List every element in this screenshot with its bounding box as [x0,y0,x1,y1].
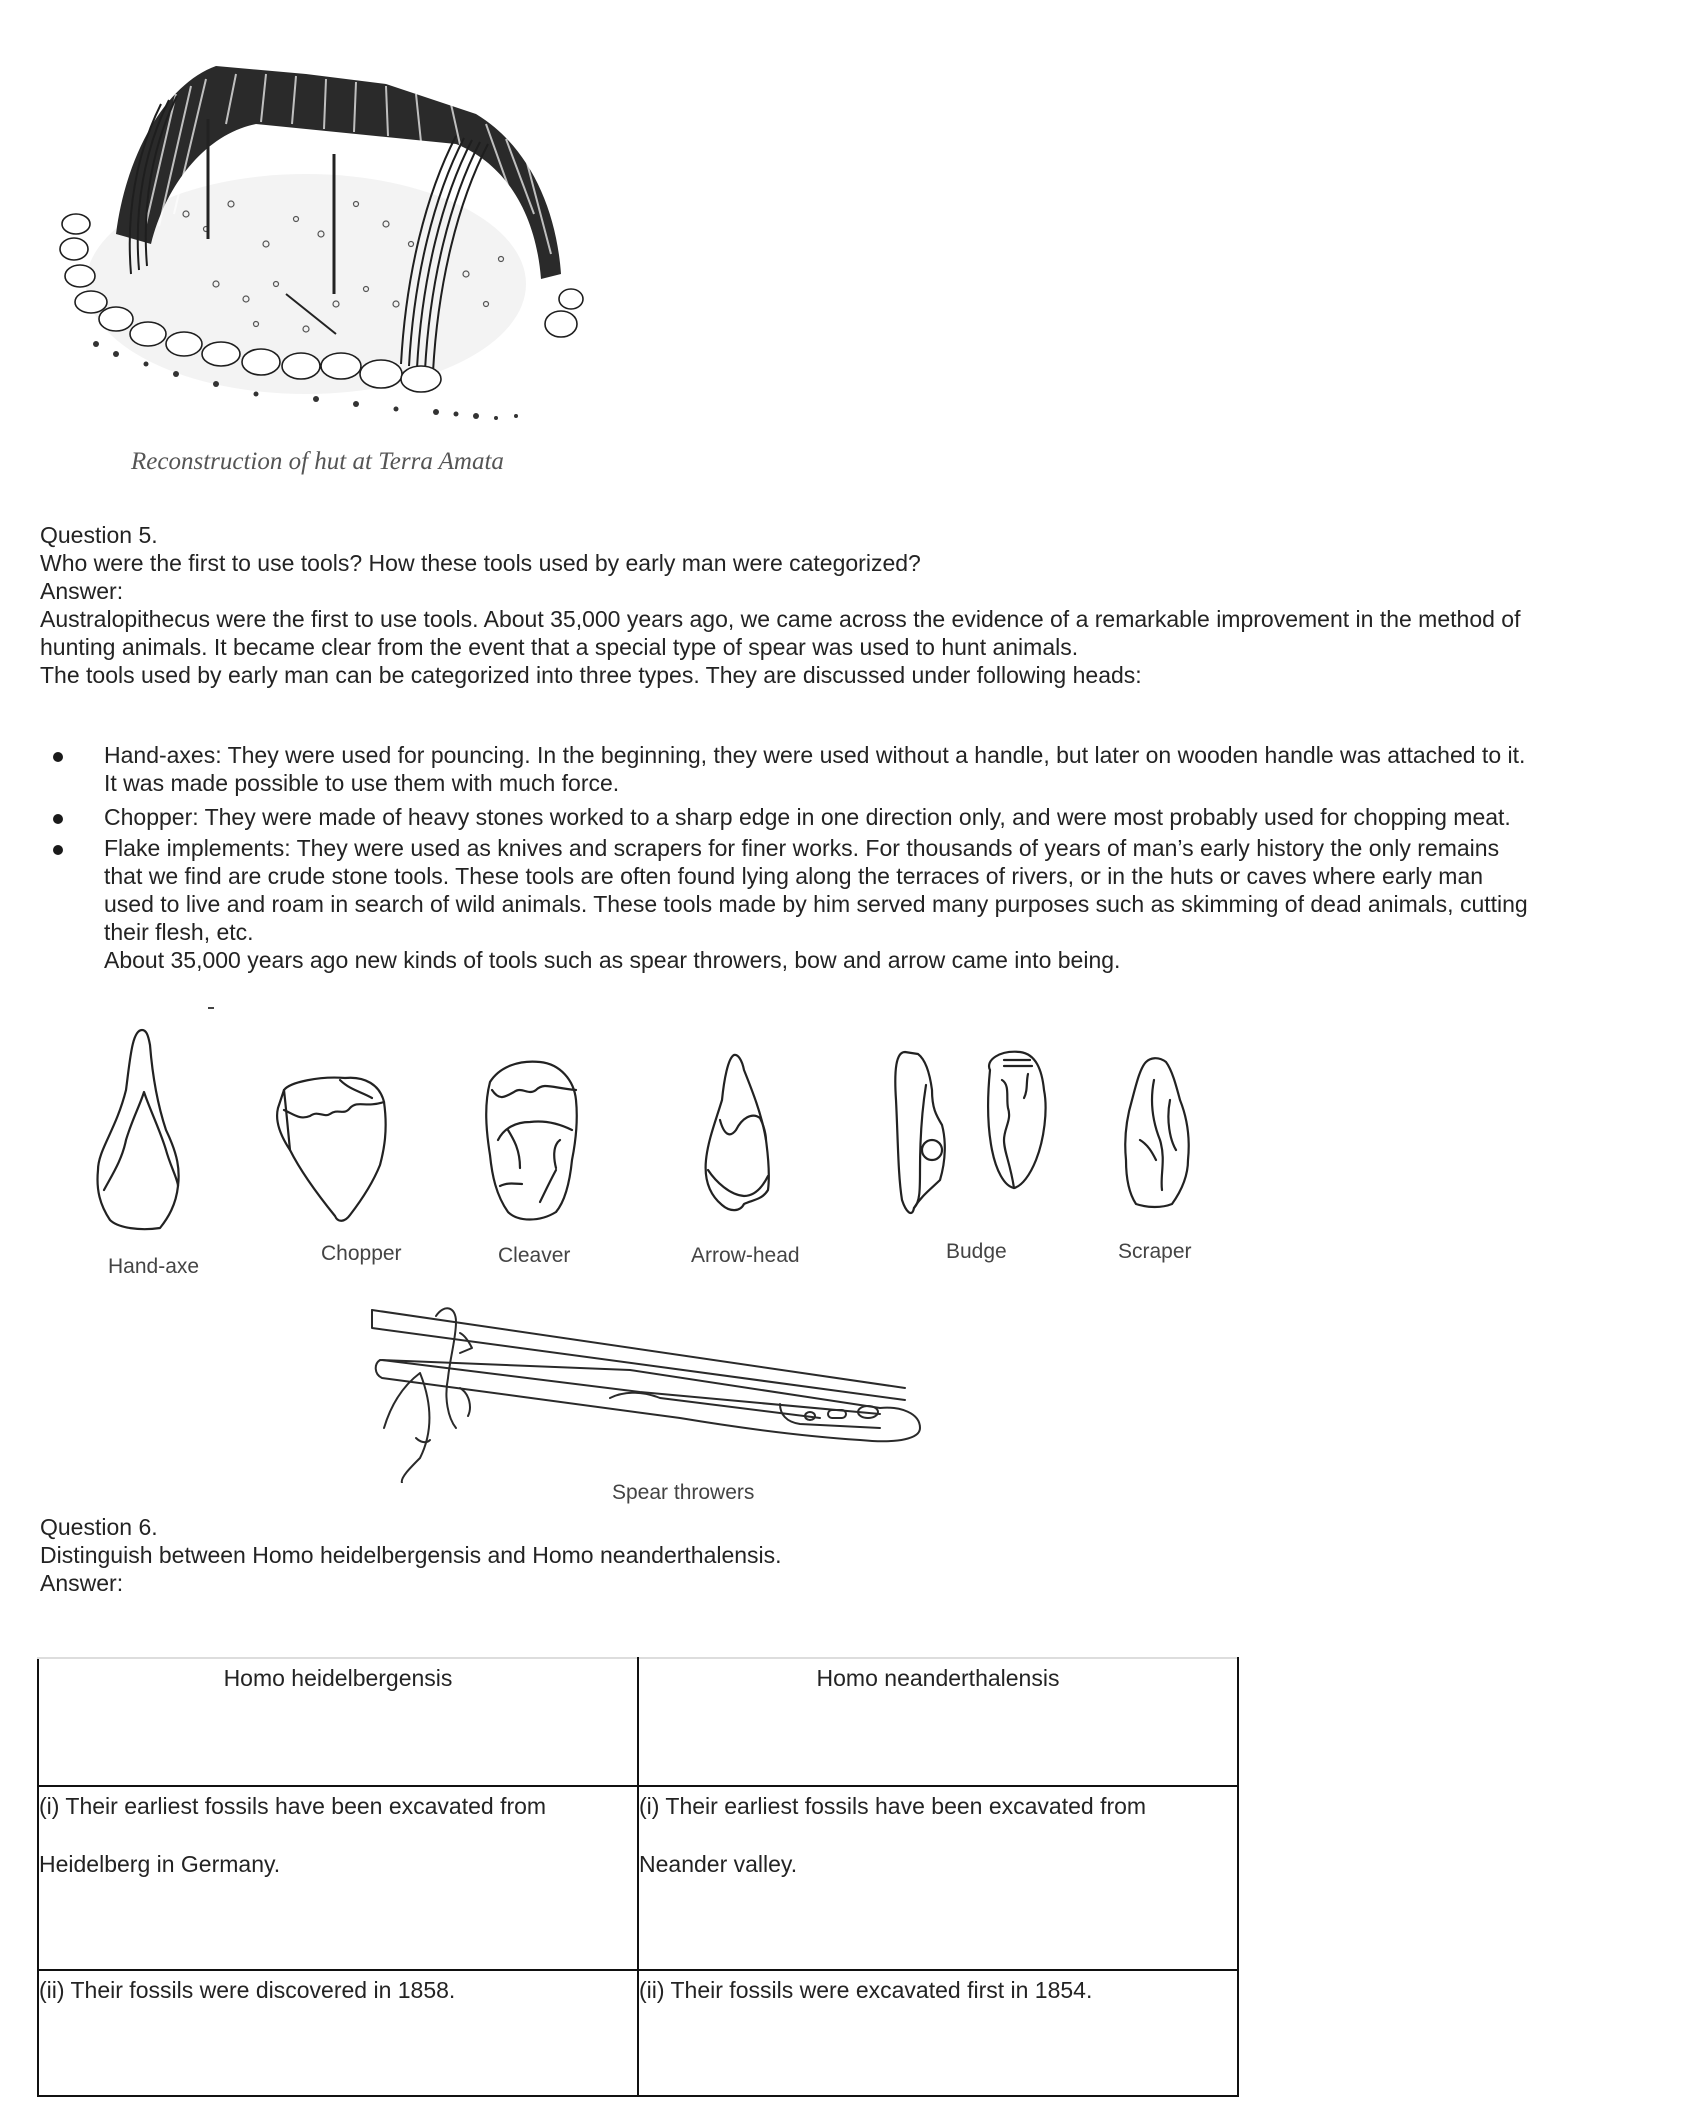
budge-icon [895,1052,1045,1213]
table-row [38,1970,1238,2096]
list-item-line: their flesh, etc. [104,919,254,945]
bullet-icon [53,814,63,824]
stone-tools-figure [0,990,1240,1280]
hand-axe-icon [98,1030,179,1229]
cell-line: Heidelberg in Germany. [39,1851,281,1877]
cleaver-icon [486,1062,577,1220]
cell-line: (i) Their earliest fossils have been excavated from [639,1793,1147,1819]
question5-text: Who were the first to use tools? How these tools used by early man were categorized? [40,550,921,576]
bullet-icon [53,845,63,855]
tool-label-arrow-head: Arrow-head [691,1244,800,1267]
tool-label-chopper: Chopper [321,1242,402,1265]
scraper-icon [1125,1058,1188,1207]
table-cell [638,1970,1238,2096]
cell-line: Neander valley. [639,1851,798,1877]
table-row [38,1786,1238,1970]
tool-label-cleaver: Cleaver [498,1244,571,1267]
comparison-table [37,1657,1239,2097]
list-item-line: that we find are crude stone tools. These tools are often found lying along the terraces of rivers, or in the huts or caves where early man [104,863,1484,889]
table-header-cell [638,1658,1238,1786]
list-item-line: used to live and roam in search of wild animals. These tools made by him served many purposes such as skimming of dead animals, cutting [104,891,1528,917]
question5-answer-line: Australopithecus were the first to use tools. About 35,000 years ago, we came across the evidence of a remarkable improvement in the method of [40,606,1521,632]
list-item-line: Flake implements: They were used as knives and scrapers for finer works. For thousands of years of man’s early history the only remains [104,835,1500,861]
table-cell [638,1786,1238,1970]
hut-caption: Reconstruction of hut at Terra Amata [131,448,504,475]
cell-line: (ii) Their fossils were discovered in 1858. [39,1977,456,2003]
tool-label-scraper: Scraper [1118,1240,1192,1263]
list-item-line: Hand-axes: They were used for pouncing. In the beginning, they were used without a handle, but later on wooden handle was attached to it. [104,742,1526,768]
arrow-head-icon [706,1055,769,1210]
chopper-icon [277,1078,386,1221]
list-item-line: It was made possible to use them with much force. [104,770,620,796]
table-cell [38,1786,638,1970]
spear-thrower-icon [360,1288,1010,1483]
list-item-line: Chopper: They were made of heavy stones worked to a sharp edge in one direction only, and were most probably used for chopping meat. [104,804,1511,830]
table-header-row [38,1658,1238,1786]
question5-heading: Question 5. [40,522,158,548]
table-cell [38,1970,638,2096]
header-homo-neanderthalensis: Homo neanderthalensis [816,1665,1060,1691]
question6-answer-label: Answer: [40,1570,124,1596]
header-homo-heidelbergensis: Homo heidelbergensis [223,1665,453,1691]
question5-answer-label: Answer: [40,578,124,604]
spear-thrower-caption: Spear throwers [612,1481,755,1504]
cell-line: (ii) Their fossils were excavated first in 1854. [639,1977,1093,2003]
list-item-line: About 35,000 years ago new kinds of tools such as spear throwers, bow and arrow came into being. [104,947,1121,973]
tool-label-budge: Budge [946,1240,1007,1263]
hut-drawing-icon [56,44,592,438]
question6-text: Distinguish between Homo heidelbergensis and Homo neanderthalensis. [40,1542,782,1568]
spear-thrower-figure [360,1288,1010,1483]
question5-answer-line: The tools used by early man can be categorized into three types. They are discussed under following heads: [40,662,1142,688]
question6-heading: Question 6. [40,1514,158,1540]
table-header-cell [38,1658,638,1786]
bullet-icon [53,752,63,762]
question5-answer-line: hunting animals. It became clear from the event that a special type of spear was used to hunt animals. [40,634,1079,660]
cell-line: (i) Their earliest fossils have been excavated from [39,1793,547,1819]
hut-illustration [56,44,592,438]
tool-label-hand-axe: Hand-axe [108,1255,200,1278]
